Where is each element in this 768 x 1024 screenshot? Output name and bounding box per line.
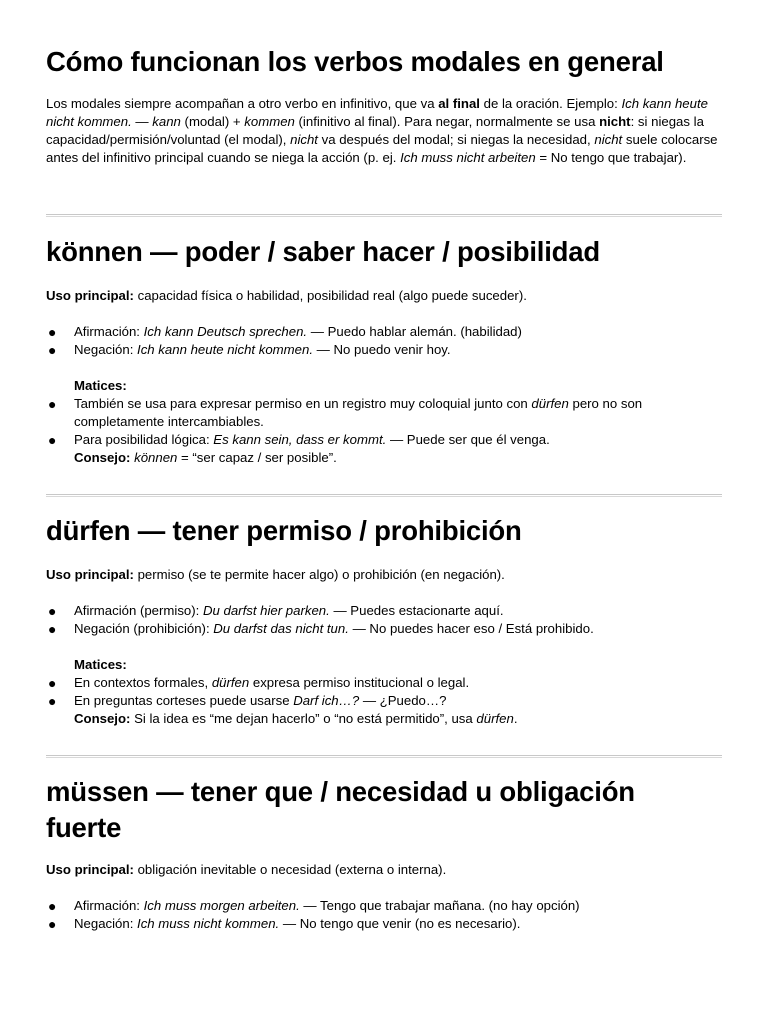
durfen-examples	[46, 602, 722, 638]
list-item: ● En preguntas corteses puede usarse Darf ich…? — ¿Puedo…?	[48, 693, 447, 709]
konnen-matices	[46, 395, 722, 449]
intro-title: Cómo funcionan los verbos modales en general	[46, 46, 664, 77]
durfen-title: dürfen — tener permiso / prohibición	[46, 515, 522, 546]
mussen-title: müssen — tener que / necesidad u obligación fuerte	[46, 776, 635, 843]
bullet-icon: ●	[48, 432, 57, 448]
bullet-icon: ●	[48, 916, 57, 932]
section-divider	[46, 214, 722, 217]
konnen-section	[46, 234, 722, 467]
list-item: ● También se usa para expresar permiso en un registro muy coloquial junto con dürfen pero no son completamente intercambiables.	[48, 396, 643, 429]
konnen-title: können — poder / saber hacer / posibilidad	[46, 236, 600, 267]
list-item: ● Negación: Ich kann heute nicht kommen. — No puedo venir hoy.	[48, 342, 451, 358]
bullet-icon: ●	[48, 898, 57, 914]
mussen-section	[46, 774, 722, 933]
list-item: ● Afirmación: Ich muss morgen arbeiten. — Tengo que trabajar mañana. (no hay opción)	[48, 898, 580, 914]
list-item: ● Negación: Ich muss nicht kommen. — No tengo que venir (no es necesario).	[48, 916, 521, 932]
konnen-examples	[46, 323, 722, 359]
section-divider	[46, 755, 722, 758]
durfen-matices	[46, 674, 722, 710]
list-item: ● Para posibilidad lógica: Es kann sein, dass er kommt. — Puede ser que él venga.	[48, 432, 550, 448]
section-divider	[46, 494, 722, 497]
durfen-consejo: Consejo: Si la idea es “me dejan hacerlo” o “no está permitido”, usa dürfen.	[74, 711, 518, 726]
intro-section	[46, 44, 722, 167]
durfen-matices-label: Matices:	[74, 657, 127, 672]
bullet-icon: ●	[48, 603, 57, 619]
bullet-icon: ●	[48, 342, 57, 358]
durfen-uso-principal: Uso principal: permiso (se te permite hacer algo) o prohibición (en negación).	[46, 567, 505, 582]
bullet-icon: ●	[48, 621, 57, 637]
list-item: ● Afirmación: Ich kann Deutsch sprechen. — Puedo hablar alemán. (habilidad)	[48, 324, 522, 340]
bullet-icon: ●	[48, 324, 57, 340]
intro-paragraph: Los modales siempre acompañan a otro verbo en infinitivo, que va al final de la oración. Ejemplo: Ich kann heute nicht kommen. — kann (modal) + kommen (infinitivo al final). Para negar, normalmente se usa nicht: si niegas la capacidad/permisión/voluntad (el modal), nicht va después del modal; si niegas la necesidad, nicht suele colocarse antes del infinitivo principal cuando se niega la acción (p. ej. Ich muss nicht arbeiten = No tengo que trabajar).	[46, 96, 718, 165]
mussen-uso-principal: Uso principal: obligación inevitable o necesidad (externa o interna).	[46, 862, 447, 877]
list-item: ● Afirmación (permiso): Du darfst hier parken. — Puedes estacionarte aquí.	[48, 603, 504, 619]
mussen-examples	[46, 897, 722, 933]
list-item: ● Negación (prohibición): Du darfst das nicht tun. — No puedes hacer eso / Está prohibido.	[48, 621, 594, 637]
bullet-icon: ●	[48, 675, 57, 691]
list-item: ● En contextos formales, dürfen expresa permiso institucional o legal.	[48, 675, 470, 691]
konnen-uso-principal: Uso principal: capacidad física o habilidad, posibilidad real (algo puede suceder).	[46, 288, 527, 303]
durfen-section	[46, 513, 722, 728]
bullet-icon: ●	[48, 396, 57, 412]
konnen-consejo: Consejo: können = “ser capaz / ser posible”.	[74, 450, 337, 465]
bullet-icon: ●	[48, 693, 57, 709]
konnen-matices-label: Matices:	[74, 378, 127, 393]
